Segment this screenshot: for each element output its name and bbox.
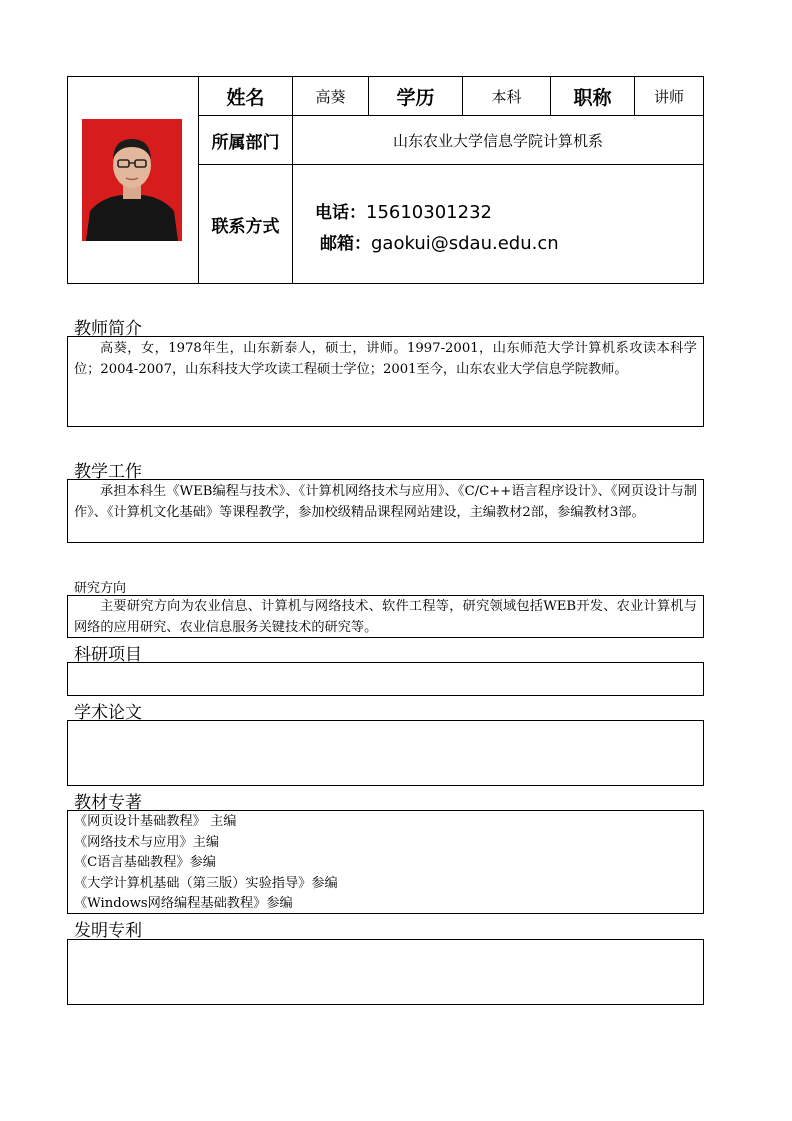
phone-line — [315, 198, 492, 223]
book-item: 《网页设计基础教程》 主编 — [74, 814, 237, 829]
books-box — [67, 810, 704, 914]
research-box — [67, 595, 704, 638]
book-item: 《大学计算机基础（第三版）实验指导》参编 — [74, 875, 338, 891]
intro-title: 教师简介 — [74, 319, 142, 339]
title-label: 职称 — [550, 76, 635, 116]
projects-box — [67, 662, 704, 696]
phone-number: 15610301232 — [366, 202, 492, 223]
department-value: 山东农业大学信息学院计算机系 — [292, 115, 704, 165]
email-label: 邮箱： — [320, 234, 371, 254]
portrait-image — [82, 119, 182, 241]
degree-value: 本科 — [462, 76, 551, 116]
research-title: 研究方向 — [74, 581, 127, 596]
contact-cell — [292, 164, 704, 284]
email-line — [320, 229, 559, 254]
degree-label: 学历 — [368, 76, 463, 116]
intro-box — [67, 336, 704, 427]
department-label: 所属部门 — [198, 115, 293, 165]
patents-box — [67, 939, 704, 1005]
title-value: 讲师 — [634, 76, 704, 116]
teaching-title: 教学工作 — [74, 462, 142, 482]
papers-title: 学术论文 — [74, 703, 142, 723]
book-item: 《网络技术与应用》主编 — [74, 834, 220, 850]
contact-label: 联系方式 — [198, 164, 293, 284]
teaching-box — [67, 479, 704, 543]
book-item: 《Windows网络编程基础教程》参编 — [74, 896, 293, 912]
email-address[interactable]: gaokui@sdau.edu.cn — [371, 233, 559, 254]
research-text: 主要研究方向为农业信息、计算机与网络技术、软件工程等，研究领域包括WEB开发、农业计算机与网络的应用研究、农业信息服务关键技术的研究等。 — [74, 599, 697, 635]
teaching-text: 承担本科生《WEB编程与技术》、《计算机网络技术与应用》、《C/C++语言程序设计》、《网页设计与制作》、《计算机文化基础》等课程教学，参加校级精品课程网站建设，主编教材2部，参编教材3部。 — [74, 484, 697, 520]
intro-text: 高葵，女，1978年生，山东新泰人，硕士，讲师。1997-2001，山东师范大学计算机系攻读本科学位；2004-2007，山东科技大学攻读工程硕士学位；2001至今，山东农业大学信息学院教师。 — [74, 341, 697, 377]
books-title: 教材专著 — [74, 793, 142, 813]
book-item: 《C语言基础教程》参编 — [74, 855, 216, 871]
patents-title: 发明专利 — [74, 921, 142, 941]
profile-photo — [82, 119, 182, 241]
phone-label: 电话： — [315, 203, 366, 223]
papers-box — [67, 720, 704, 786]
name-label: 姓名 — [198, 76, 293, 116]
projects-title: 科研项目 — [74, 645, 142, 665]
name-value: 高葵 — [292, 76, 369, 116]
